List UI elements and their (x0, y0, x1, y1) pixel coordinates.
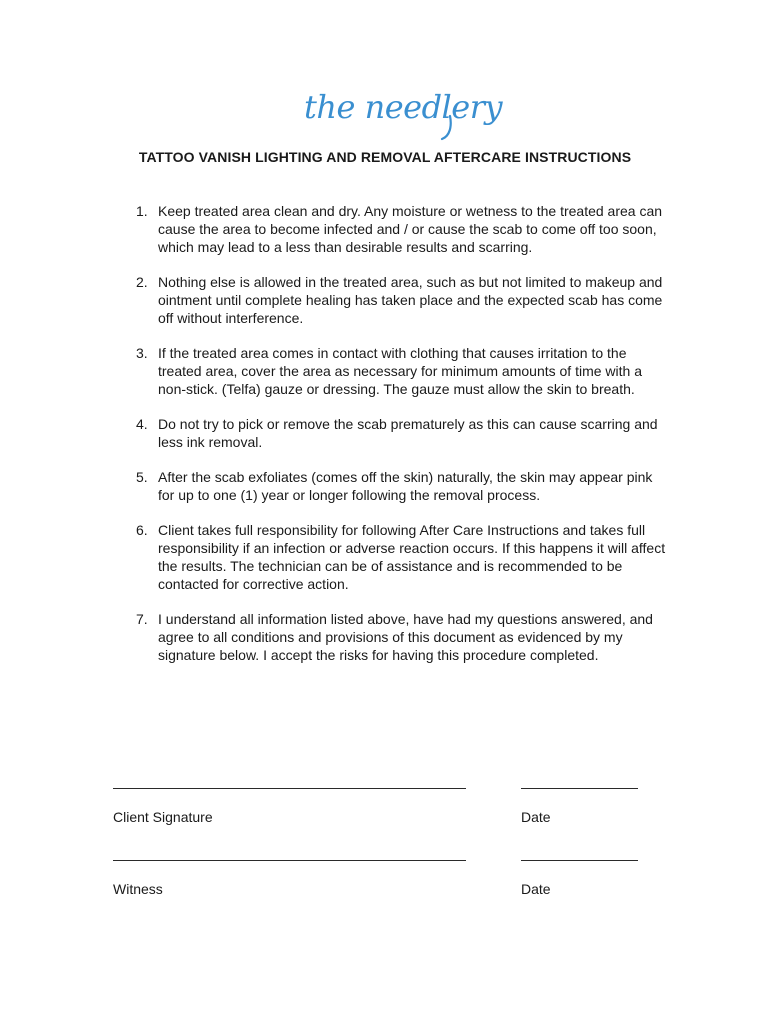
instruction-number: 4. (136, 416, 148, 432)
logo-wordmark (300, 82, 503, 142)
instruction-item (136, 610, 666, 664)
instruction-text: Client takes full responsibility for following After Care Instructions and takes full responsibility if an infection or adverse reaction occurs. If this happens it will affect the results. The technician can be of assistance and is recommended to be contacted for corrective action. (158, 522, 666, 592)
instruction-text: If the treated area comes in contact with clothing that causes irritation to the treated area, cover the area as necessary for minimum amounts of time with a non-stick. (Telfa) gauze or dressing. The gauze must allow the skin to breath. (158, 345, 642, 397)
instruction-number: 7. (136, 611, 148, 627)
instruction-text: After the scab exfoliates (comes off the skin) naturally, the skin may appear pink for up to one (1) year or longer following the removal process. (158, 469, 653, 503)
witness-date-line[interactable] (521, 860, 638, 861)
client-signature-line[interactable] (113, 788, 466, 789)
instruction-text: Keep treated area clean and dry. Any moisture or wetness to the treated area can cause the area to become infected and / or cause the scab to come off too soon, which may lead to a less than desirable results and scarring. (158, 203, 663, 255)
witness-date-label: Date (521, 881, 551, 897)
instruction-number: 5. (136, 469, 148, 485)
client-date-line[interactable] (521, 788, 638, 789)
instruction-number: 6. (136, 522, 148, 538)
client-date-label: Date (521, 809, 551, 825)
client-signature-label: Client Signature (113, 809, 213, 825)
instruction-item (136, 344, 666, 398)
instruction-item (136, 202, 666, 256)
witness-label: Witness (113, 881, 163, 897)
instruction-text: Do not try to pick or remove the scab prematurely as this can cause scarring and less ink removal. (158, 416, 658, 450)
instruction-text: Nothing else is allowed in the treated area, such as but not limited to makeup and ointment until complete healing has taken place and the expected scab has come off without interference. (158, 274, 663, 326)
instruction-item (136, 521, 666, 593)
instruction-item (136, 273, 666, 327)
witness-signature-line[interactable] (113, 860, 466, 861)
instruction-text: I understand all information listed above, have had my questions answered, and agree to all conditions and provisions of this document as evidenced by my signature below. I accept the risks for having this procedure completed. (158, 611, 653, 663)
instruction-number: 3. (136, 345, 148, 361)
instructions-list (136, 202, 666, 681)
instruction-number: 1. (136, 203, 148, 219)
logo-text: the needlery (304, 88, 503, 126)
instruction-number: 2. (136, 274, 148, 290)
document-title: TATTOO VANISH LIGHTING AND REMOVAL AFTERCARE INSTRUCTIONS (138, 149, 632, 165)
instruction-item (136, 468, 666, 504)
instruction-item (136, 415, 666, 451)
brand-logo (300, 82, 503, 142)
